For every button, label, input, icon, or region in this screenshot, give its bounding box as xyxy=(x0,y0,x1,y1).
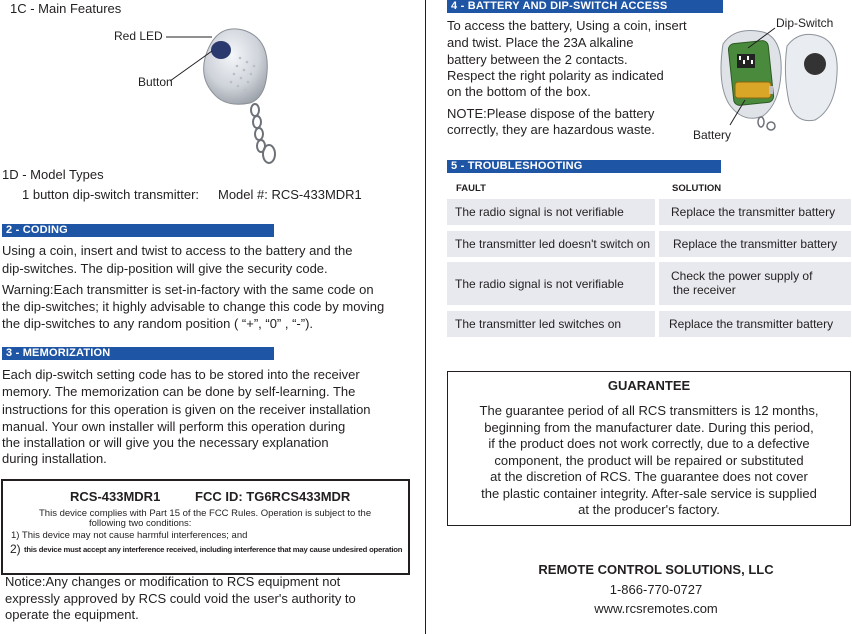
guarantee-line: if the product does not work correctly, due to a defective xyxy=(488,436,810,451)
battery-callout: Battery xyxy=(693,128,732,142)
dip-switch-callout: Dip-Switch xyxy=(776,16,834,30)
coding-line: Warning:Each transmitter is set-in-factory with the same code on xyxy=(2,282,374,297)
memorization-line: memory. The memorization can be done by self-learning. The xyxy=(2,384,356,399)
notice-line: Notice:Any changes or modification to RCS equipment not xyxy=(5,574,341,589)
fcc-condition-1: 1) This device may not cause harmful interferences; and xyxy=(11,530,248,541)
guarantee-line: at the producer's factory. xyxy=(578,502,720,517)
guarantee-title: GUARANTEE xyxy=(607,378,691,393)
model-types-title: 1D - Model Types xyxy=(2,167,104,182)
guarantee-line: The guarantee period of all RCS transmitters is 12 months, xyxy=(479,403,819,418)
fault-column-header: FAULT xyxy=(456,183,486,194)
model-line-type: 1 button dip-switch transmitter: xyxy=(22,187,200,202)
battery-line: on the bottom of the box. xyxy=(447,84,591,99)
solution-column-header: SOLUTION xyxy=(672,183,722,194)
memorization-line: the installation or will give you the necessary explanation xyxy=(2,435,329,450)
troubleshooting-header: 5 - TROUBLESHOOTING xyxy=(447,160,721,173)
main-features-title: 1C - Main Features xyxy=(10,1,122,16)
fcc-condition-2: this device must accept any interference received, including interference that may cause undesired operation xyxy=(24,545,403,554)
fcc-box xyxy=(1,479,410,575)
company-phone: 1-866-770-0727 xyxy=(609,582,703,597)
model-number: Model #: RCS-433MDR1 xyxy=(218,187,362,202)
button-callout: Button xyxy=(138,75,173,89)
company-name: REMOTE CONTROL SOLUTIONS, LLC xyxy=(538,562,774,577)
fcc-model: RCS-433MDR1 xyxy=(70,489,161,504)
memorization-line: during installation. xyxy=(2,451,107,466)
battery-callout-lines xyxy=(720,20,790,130)
fcc-statement: following two conditions: xyxy=(89,518,192,529)
solution-cell xyxy=(659,262,851,305)
guarantee-line: the plastic container integrity. After-sale service is supplied xyxy=(481,486,817,501)
fcc-condition-2-number: 2) xyxy=(10,542,21,556)
solution-cell: Replace the transmitter battery xyxy=(659,311,851,337)
solution-cell: Replace the transmitter battery xyxy=(659,199,851,225)
battery-contact-icon xyxy=(804,53,826,75)
red-led-callout: Red LED xyxy=(114,29,163,43)
coding-line: Using a coin, insert and twist to access to the battery and the xyxy=(2,243,353,258)
guarantee-line: component, the product will be repaired or substituted xyxy=(494,453,804,468)
coding-header: 2 - CODING xyxy=(2,224,274,237)
coding-line: the dip-switches; it highly advisable to change this code by moving xyxy=(2,299,385,314)
battery-header: 4 - BATTERY AND DIP-SWITCH ACCESS xyxy=(447,0,723,13)
column-divider xyxy=(425,0,426,634)
memorization-line: manual. Your own installer will perform this operation during xyxy=(2,419,346,434)
keyring-chain-icon xyxy=(251,104,275,163)
fcc-statement: This device complies with Part 15 of the FCC Rules. Operation is subject to the xyxy=(39,508,372,519)
battery-line: To access the battery, Using a coin, insert xyxy=(447,18,687,33)
guarantee-line: at the discretion of RCS. The guarantee does not cover xyxy=(490,469,808,484)
battery-line: battery between the 2 contacts. xyxy=(447,52,628,67)
battery-line: Respect the right polarity as indicated xyxy=(447,68,664,83)
memorization-line: instructions for this operation is given on the receiver installation xyxy=(2,402,371,417)
coding-line: dip-switches. The dip-position will give the security code. xyxy=(2,261,328,276)
fault-cell: The radio signal is not verifiable xyxy=(447,199,655,225)
company-website: www.rcsremotes.com xyxy=(594,601,718,616)
fcc-id: FCC ID: TG6RCS433MDR xyxy=(195,489,351,504)
fault-cell: The transmitter led doesn't switch on xyxy=(447,231,655,257)
solution-cell-line: Check the power supply of xyxy=(671,269,813,283)
notice-line: operate the equipment. xyxy=(5,607,139,622)
fault-cell: The radio signal is not verifiable xyxy=(447,262,655,305)
battery-note: correctly, they are hazardous waste. xyxy=(447,122,655,137)
solution-cell-line: the receiver xyxy=(673,283,736,297)
guarantee-line: beginning from the manufacturer date. During this period, xyxy=(484,420,814,435)
guarantee-box xyxy=(447,371,851,526)
notice-line: expressly approved by RCS could void the user's authority to xyxy=(5,591,356,606)
battery-line: and twist. Place the 23A alkaline xyxy=(447,35,634,50)
memorization-header: 3 - MEMORIZATION xyxy=(2,347,274,360)
memorization-line: Each dip-switch setting code has to be stored into the receiver xyxy=(2,367,360,382)
coding-line: the dip-switches to any random position ( “+”, “0” , “-”). xyxy=(2,316,314,331)
battery-note: NOTE:Please dispose of the battery xyxy=(447,106,655,121)
solution-cell: Replace the transmitter battery xyxy=(659,231,851,257)
fault-cell: The transmitter led switches on xyxy=(447,311,655,337)
